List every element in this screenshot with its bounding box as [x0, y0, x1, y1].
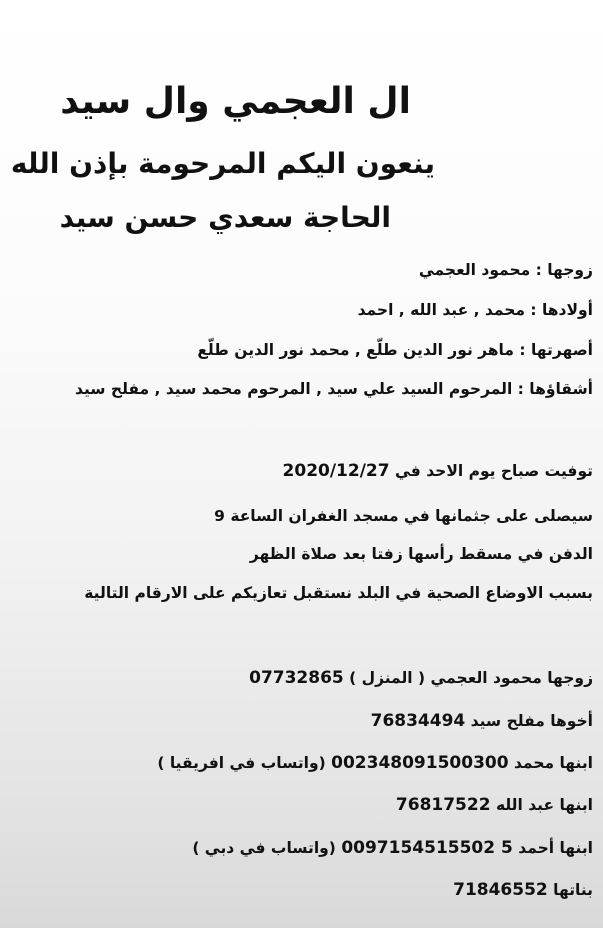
- contact-row: [192, 840, 593, 857]
- contact-note: (واتساب في افريقيا ): [157, 754, 326, 772]
- contact-label: أخوها مفلح سيد: [470, 712, 593, 730]
- announcement-line: ينعون اليكم المرحومة بإذن الله: [10, 147, 435, 180]
- contact-row: [157, 755, 593, 772]
- contact-note: (واتساب في دبي ): [192, 839, 336, 857]
- husband-line: زوجها : محمود العجمي: [418, 261, 593, 279]
- death-date: 2020/12/27: [282, 461, 390, 481]
- burial-line: الدفن في مسقط رأسها زفتا بعد صلاة الظهر: [249, 545, 593, 563]
- contact-number: 76817522: [395, 795, 491, 815]
- death-date-line: [283, 463, 593, 480]
- family-title: ال العجمي وال سيد: [60, 81, 411, 122]
- deceased-name: الحاجة سعدي حسن سيد: [59, 201, 391, 234]
- contact-row: [453, 882, 593, 899]
- contact-row: [371, 713, 593, 730]
- death-date-prefix: توفيت صباح يوم الاحد في: [394, 462, 593, 480]
- siblings-line: أشقاؤها : المرحوم السيد علي سيد , المرحوم محمد سيد , مفلح سيد: [74, 380, 593, 398]
- contact-label: زوجها محمود العجمي ( المنزل ): [349, 669, 593, 687]
- condolences-line: بسبب الاوضاع الصحية في البلد نستقبل تعازيكم على الارقام التالية: [84, 584, 593, 602]
- children-line: أولادها : محمد , عبد الله , احمد: [357, 301, 593, 319]
- contact-number: 71846552: [453, 880, 548, 900]
- prayer-line: سيصلى على جثمانها في مسجد الغفران الساعة 9: [214, 507, 593, 525]
- contact-label: بناتها: [553, 881, 593, 899]
- contact-label: ابنها محمد: [513, 754, 593, 772]
- contact-number: 76834494: [370, 711, 466, 731]
- contact-row: [249, 670, 593, 687]
- contact-label: ابنها أحمد: [518, 839, 593, 857]
- contact-label: ابنها عبد الله: [495, 796, 593, 814]
- contact-number: 07732865: [249, 668, 344, 688]
- inlaws-line: أصهرتها : ماهر نور الدين طلّع , محمد نور الدين طلّع: [197, 341, 593, 359]
- contact-number: 0097154515502 5: [341, 838, 513, 858]
- contact-number: 002348091500300: [331, 753, 509, 773]
- contact-row: [396, 797, 593, 814]
